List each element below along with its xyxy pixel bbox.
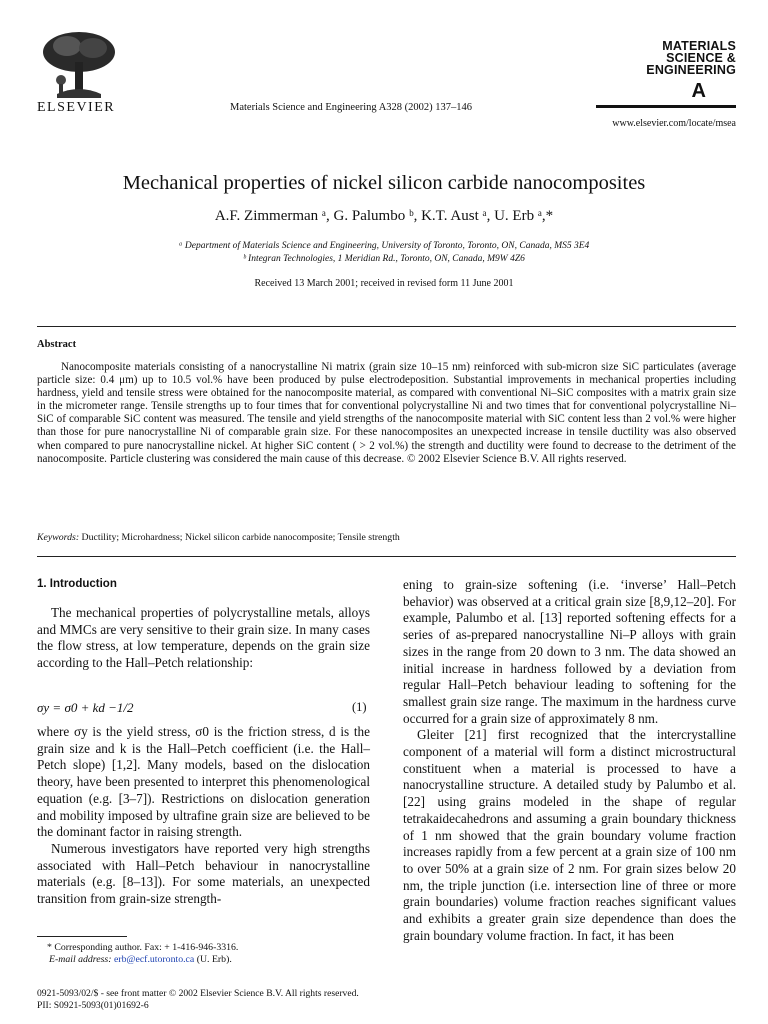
paragraph: Gleiter [21] first recognized that the intercrystalline component of a material will form a distinct microstructural constituent when a material is processed to have a nanocrystalline structure. A detailed study by Palumbo et al. [22] using grains modeled in the shape of regular tetrakaidecahedrons and assuming a grain boundary thickness of 1 nm showed that the grain boundary volume fraction increases rapidly from a few percent at a grain size of 100 nm to over 50% at a grain size of 2 nm. For grain sizes below 20 nm, the triple junction (i.e. intersection line of three or more grain boundaries) volume fraction reaches significant values and exhibits a greater grain size dependence than does the grain boundary volume fraction. In fact, it has been (403, 727, 736, 943)
affiliation-a: ᵃ Department of Materials Science and Engineering, University of Toronto, Toronto, ON, Canada, MS5 3E4 (178, 241, 590, 251)
article-authors: A.F. Zimmerman ᵃ, G. Palumbo ᵇ, K.T. Aust ᵃ, U. Erb ᵃ,* (214, 208, 554, 224)
abstract-divider (37, 556, 736, 557)
email-link[interactable]: erb@ecf.utoronto.ca (113, 954, 195, 965)
keywords-line (37, 532, 400, 543)
paragraph: Numerous investigators have reported very high strengths associated with Hall–Petch behaviour in nanocrystalline materials (e.g. [8–13]). For some materials, an unexpected transition from grain-size strength- (37, 840, 370, 907)
affiliation-b: ᵇ Integran Technologies, 1 Meridian Rd., Toronto, ON, Canada, M9W 4Z6 (243, 254, 525, 264)
pii-line: PII: S0921-5093(01)01692-6 (37, 999, 149, 1011)
journal-logo-line: MATERIALS (662, 39, 736, 53)
journal-url[interactable]: www.elsevier.com/locate/msea (612, 118, 736, 129)
corresponding-author: * Corresponding author. Fax: + 1-416-946-3316. (47, 942, 239, 953)
section-heading: 1. Introduction (37, 578, 117, 590)
right-column (403, 577, 736, 944)
top-divider (37, 326, 736, 327)
elsevier-logo (37, 28, 121, 100)
keywords-list: Ductility; Microhardness; Nickel silicon carbide nanocomposite; Tensile strength (81, 532, 400, 543)
paragraph: The mechanical properties of polycrystalline metals, alloys and MMCs are very sensitive to their grain size. In many cases the flow stress, at low temperature, depends on the grain size according to the Hall–Petch relationship: (37, 605, 370, 671)
journal-citation: Materials Science and Engineering A328 (2002) 137–146 (230, 102, 473, 113)
equation: σy = σ0 + kd −1/2 (37, 700, 134, 715)
journal-logo-letter: A (691, 80, 706, 102)
email-label: E-mail address: (49, 954, 112, 965)
journal-logo (576, 40, 736, 76)
equation-number: (1) (352, 700, 367, 714)
email-suffix: (U. Erb). (196, 954, 232, 965)
email-line (37, 954, 370, 966)
article-title: Mechanical properties of nickel silicon carbide nanocomposites (122, 172, 646, 194)
issn-line: 0921-5093/02/$ - see front matter © 2002 Elsevier Science B.V. All rights reserved. (37, 988, 359, 999)
paragraph: where σy is the yield stress, σ0 is the friction stress, d is the grain size and k is the Hall–Petch coefficient (i.e. the Hall–Petch slope) [1,2]. Many models, based on the dislocation theory, have been presented to interpret this phenomenological equation (e.g. [3–7]). Restrictions on dislocation generation and mobility imposed by ultrafine grain size are believed to be the dominant factor in raising strength. (37, 724, 370, 840)
left-column (37, 605, 370, 672)
keywords-label: Keywords: (37, 532, 80, 543)
abstract-heading: Abstract (37, 339, 77, 350)
journal-logo-rule (596, 105, 736, 108)
paragraph: ening to grain-size softening (i.e. ‘inverse’ Hall–Petch behavior) was observed at a critical grain size [8,9,12–20]. For example, Palumbo et al. [13] reported softening effects for a series of as-prepared nanocrystalline Ni–P alloys with grain sizes in the range from 20 down to 3 nm. The data showed an initial increase in hardness followed by a deviation from regular Hall–Petch behaviour leading to softening for the smallest grain size range. The maximum in the hardness curve occurred for a grain size of approximately 8 nm. (403, 577, 736, 726)
elsevier-tree-icon (37, 28, 121, 100)
abstract-text: Nanocomposite materials consisting of a nanocrystalline Ni matrix (grain size 10–15 nm) reinforced with sub-micron size SiC particulates (average particle size: 0.4 μm) up to 10.5 vol.% have been produced by pulse electrodeposition. Substantial improvements in mechanical properties including hardness, yield and tensile stress were obtained for the nanocomposite material, as compared with conventional Ni–SiC composites with a matrix grain size in the micrometer range. Tensile strengths up to four times that for conventional polycrystalline Ni and two times that for conventional polycrystalline Ni–SiC of comparable SiC content was measured. The tensile and yield strengths of the nanocomposite material with SiC content less than 2 vol.% were higher than those for pure nanocrystalline Ni of comparable grain size. For these nanocomposites an unexpected increase in tensile ductility was also observed when compared to pure nanocrystalline nickel. At higher SiC content ( > 2 vol.%) the strength and ductility were found to decrease to the detriment of the nanocomposite. Particle clustering was considered the main cause of this decrease. © 2002 Elsevier Science B.V. All rights reserved. (37, 361, 736, 465)
journal-logo-line: ENGINEERING (646, 63, 736, 77)
publisher-name: ELSEVIER (37, 100, 116, 115)
received-dates: Received 13 March 2001; received in revised form 11 June 2001 (254, 278, 514, 289)
journal-logo-line: SCIENCE & (666, 51, 736, 65)
footnote (37, 942, 370, 966)
bottom-matter (37, 988, 359, 1011)
footnote-rule (37, 936, 127, 937)
left-column-cont (37, 724, 370, 908)
